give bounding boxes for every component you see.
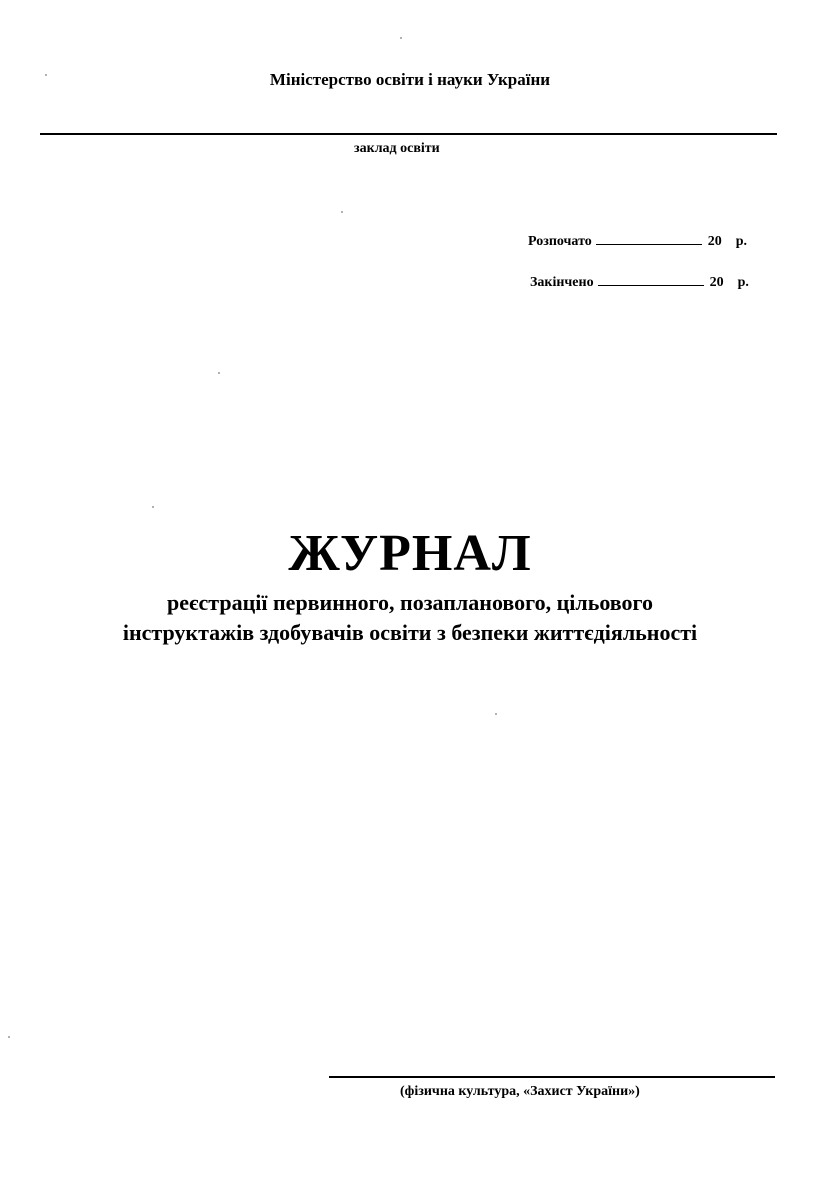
scan-speck	[341, 211, 343, 213]
finished-year-suffix: р.	[737, 275, 749, 290]
started-date-row	[528, 234, 747, 250]
started-date-blank	[596, 234, 702, 245]
scan-speck	[45, 74, 47, 76]
finished-date-row	[530, 275, 749, 291]
started-year-prefix: 20	[707, 234, 722, 249]
scan-speck	[495, 713, 497, 715]
finished-year-prefix: 20	[709, 275, 724, 290]
subject-fill-line	[329, 1076, 775, 1078]
scan-speck	[400, 37, 402, 39]
journal-subtitle-line-1: реєстрації первинного, позапланового, цільового	[167, 590, 653, 615]
journal-title: ЖУРНАЛ	[288, 525, 532, 582]
started-label: Розпочато	[528, 234, 592, 249]
journal-subtitle-line-2: інструктажів здобувачів освіти з безпеки життєдіяльності	[122, 620, 698, 645]
started-year-suffix: р.	[735, 234, 748, 249]
scan-speck	[218, 372, 220, 374]
subject-caption: (фізична культура, «Захист України»)	[400, 1084, 640, 1099]
scan-speck	[8, 1036, 10, 1038]
institution-fill-line	[40, 133, 777, 135]
ministry-heading: Міністерство освіти і науки України	[269, 70, 551, 89]
finished-label: Закінчено	[530, 275, 594, 290]
scan-speck	[152, 506, 154, 508]
institution-caption: заклад освіти	[354, 141, 440, 156]
finished-date-blank	[598, 275, 704, 286]
